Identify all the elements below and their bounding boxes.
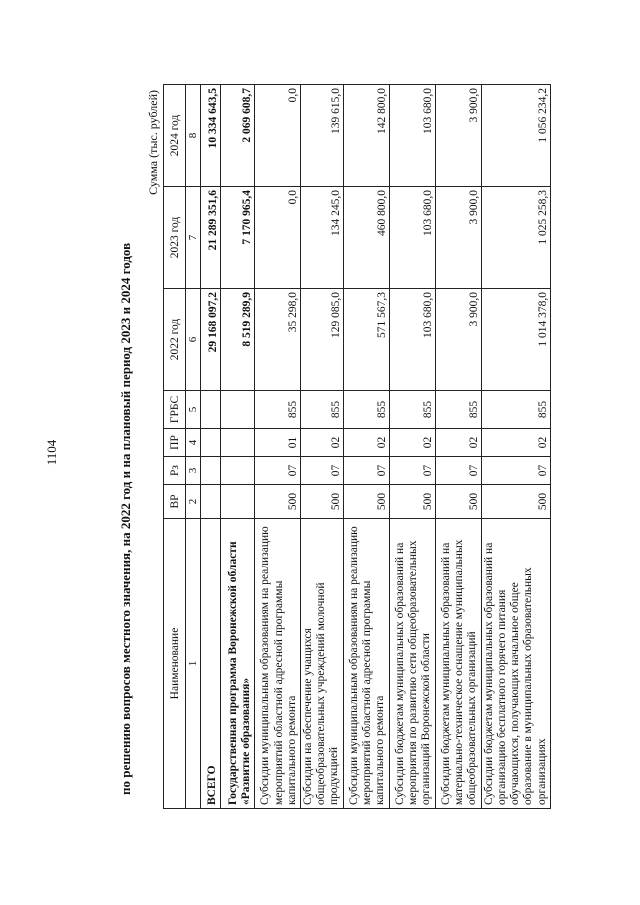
row-pr: 02 [435, 429, 481, 457]
row-2023: 134 245,0 [301, 187, 344, 289]
table-row [435, 85, 481, 809]
row-2023: 1 025 258,3 [481, 187, 550, 289]
row-vr [221, 485, 255, 519]
row-name: ВСЕГО [201, 519, 221, 809]
row-2024: 0,0 [255, 85, 301, 187]
header-2024: 2024 год [164, 85, 186, 187]
column-number: 3 [186, 457, 201, 485]
table-row [301, 85, 344, 809]
row-pr: 02 [389, 429, 435, 457]
header-rz: Рз [164, 457, 186, 485]
column-number: 2 [186, 485, 201, 519]
table-row [343, 85, 389, 809]
row-vr [201, 485, 221, 519]
row-grbs: 855 [255, 391, 301, 429]
row-rz [221, 457, 255, 485]
row-grbs [201, 391, 221, 429]
row-rz: 07 [389, 457, 435, 485]
budget-table [163, 84, 551, 809]
row-vr: 500 [435, 485, 481, 519]
row-name: Субсидии бюджетам муниципальных образований на мероприятия по развитию сети общеобразовательных организаций Воронежской области [389, 519, 435, 809]
header-2023: 2023 год [164, 187, 186, 289]
row-rz [201, 457, 221, 485]
row-2023: 0,0 [255, 187, 301, 289]
row-2023: 460 800,0 [343, 187, 389, 289]
table-row [201, 85, 221, 809]
page-number: 1104 [44, 439, 59, 466]
header-grbs: ГРБС [164, 391, 186, 429]
row-grbs: 855 [435, 391, 481, 429]
row-2022: 571 567,3 [343, 289, 389, 391]
header-name: Наименование [164, 519, 186, 809]
column-number: 7 [186, 187, 201, 289]
row-2022: 35 298,0 [255, 289, 301, 391]
row-2024: 3 900,0 [435, 85, 481, 187]
row-2022: 1 014 378,0 [481, 289, 550, 391]
row-rz: 07 [435, 457, 481, 485]
row-2024: 142 800,0 [343, 85, 389, 187]
header-pr: ПР [164, 429, 186, 457]
column-number: 8 [186, 85, 201, 187]
row-2024: 103 680,0 [389, 85, 435, 187]
row-2023: 3 900,0 [435, 187, 481, 289]
row-pr: 01 [255, 429, 301, 457]
row-grbs: 855 [389, 391, 435, 429]
row-grbs: 855 [343, 391, 389, 429]
row-2023: 7 170 965,4 [221, 187, 255, 289]
document-title: по решению вопросов местного значения, на 2022 год и на плановый период 2023 и 2024 годов [118, 242, 133, 795]
column-number: 6 [186, 289, 201, 391]
row-rz: 07 [255, 457, 301, 485]
row-2022: 103 680,0 [389, 289, 435, 391]
row-pr: 02 [301, 429, 344, 457]
row-pr: 02 [343, 429, 389, 457]
row-pr [201, 429, 221, 457]
row-2024: 1 056 234,2 [481, 85, 550, 187]
header-row [164, 85, 186, 809]
row-name: Субсидии на обеспечение учащихся общеобразовательных учреждений молочной продукцией [301, 519, 344, 809]
row-pr [221, 429, 255, 457]
row-vr: 500 [481, 485, 550, 519]
row-vr: 500 [255, 485, 301, 519]
column-number-row [186, 85, 201, 809]
column-number: 4 [186, 429, 201, 457]
row-2023: 103 680,0 [389, 187, 435, 289]
header-vr: ВР [164, 485, 186, 519]
row-2023: 21 289 351,6 [201, 187, 221, 289]
row-2024: 139 615,0 [301, 85, 344, 187]
row-rz: 07 [481, 457, 550, 485]
row-rz: 07 [343, 457, 389, 485]
row-name: Субсидии муниципальным образованиям на реализацию мероприятий областной адресной программы капитального ремонта [255, 519, 301, 809]
row-name: Субсидии бюджетам муниципальных образований на материально-техническое оснащение муниципальных общеобразовательных организаций [435, 519, 481, 809]
table-row [221, 85, 255, 809]
row-name: Государственная программа Воронежской области «Развитие образования» [221, 519, 255, 809]
units-label: Сумма (тыс. рублей) [146, 90, 160, 195]
row-grbs: 855 [481, 391, 550, 429]
row-vr: 500 [343, 485, 389, 519]
row-2022: 8 519 289,9 [221, 289, 255, 391]
column-number: 1 [186, 519, 201, 809]
column-number: 5 [186, 391, 201, 429]
row-name: Субсидии муниципальным образованиям на реализацию мероприятий областной адресной программы капитального ремонта [343, 519, 389, 809]
table-row [389, 85, 435, 809]
row-name: Субсидии бюджетам муниципальных образований на организацию бесплатного горячего питания обучающихся, получающих начальное общее образование в муниципальных образовательных организациях [481, 519, 550, 809]
row-rz: 07 [301, 457, 344, 485]
row-2022: 129 085,0 [301, 289, 344, 391]
table-row [481, 85, 550, 809]
row-vr: 500 [389, 485, 435, 519]
row-pr: 02 [481, 429, 550, 457]
row-2022: 29 168 097,2 [201, 289, 221, 391]
row-2024: 2 069 608,7 [221, 85, 255, 187]
row-2022: 3 900,0 [435, 289, 481, 391]
row-grbs: 855 [301, 391, 344, 429]
row-2024: 10 334 643,5 [201, 85, 221, 187]
header-2022: 2022 год [164, 289, 186, 391]
row-vr: 500 [301, 485, 344, 519]
table-row [255, 85, 301, 809]
row-grbs [221, 391, 255, 429]
